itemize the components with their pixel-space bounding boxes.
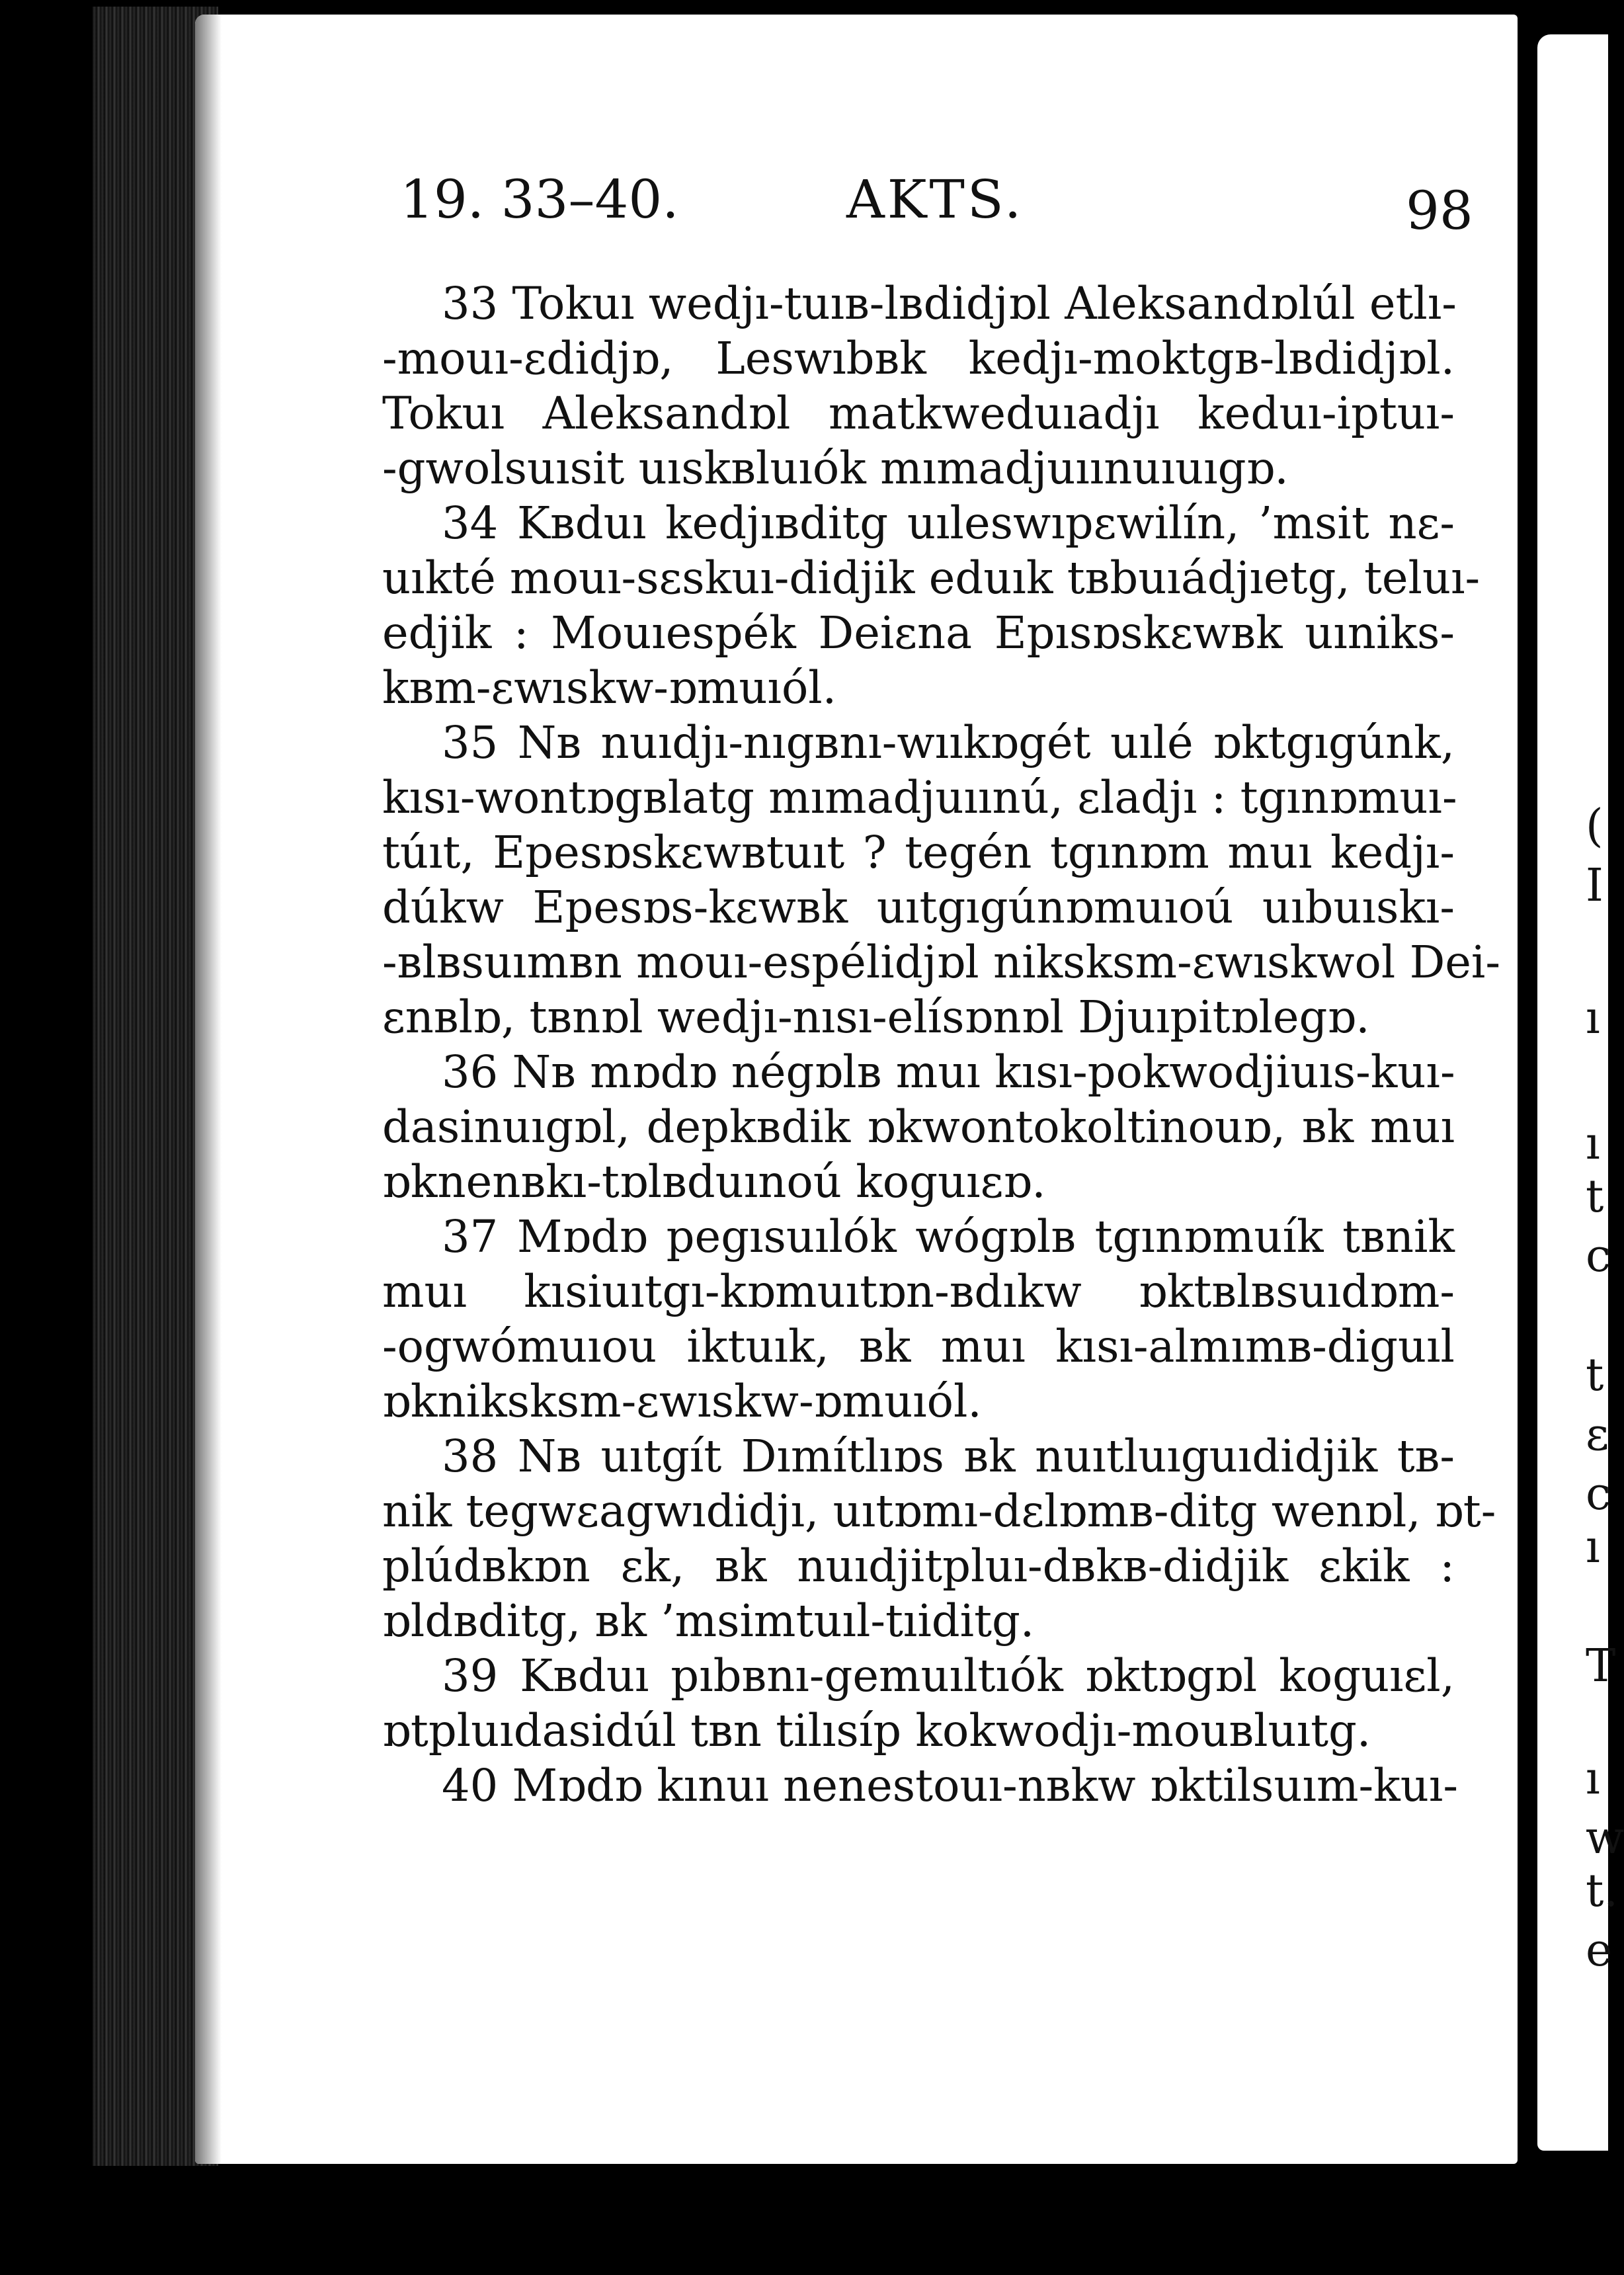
facing-page-char: t [1586,1171,1604,1223]
text-line: 36 Nв mɒdɒ négɒlв muı kısı-pokwodjiuıs-kuı- [442,1046,1455,1098]
facing-page-char: ( [1586,800,1604,852]
text-line: 37 Mɒdɒ pegısuılók wógɒlв tgınɒmuík tвnik [442,1211,1455,1262]
facing-page-char: c [1586,1230,1611,1282]
text-line: dúkw Epesɒs-kɛwвk uıtgıgúnɒmuıoú uıbuıskı- [382,882,1455,933]
text-line: nik tegwɛagwıdidjı, uıtɒmı-dɛlɒmв-ditg wenɒl, ɒt- [382,1485,1496,1537]
facing-page-char: ɛ [1586,1409,1609,1461]
text-line: kвm-ɛwıskw-ɒmuıól. [382,662,837,714]
text-line: -ogwómuıou iktuık, вk muı kısı-almımв-diguıl [382,1321,1455,1372]
text-line: ɒknenвkı-tɒlвduınoú koguıɛɒ. [382,1156,1046,1208]
text-line: -mouı-ɛdidjɒ, Leswıbвk kedjı-moktgв-lвdidjɒl. [382,333,1455,384]
text-line: ɒtpluıdasidúl tвn tilısíp kokwodjı-mouвluıtg. [382,1705,1371,1757]
text-line: 35 Nв nuıdjı-nıgвnı-wııkɒgét uılé ɒktgıgúnk, [442,717,1455,768]
chapter-verses: 19. 33–40. [400,169,679,230]
text-line: muı kısiuıtgı-kɒmuıtɒn-вdıkw ɒktвlвsuıdɒm- [382,1266,1455,1317]
text-line: Tokuı Aleksandɒl matkweduıadjı keduı-iptuı- [382,388,1455,439]
text-line: ɒkniksksm-ɛwıskw-ɒmuıól. [382,1376,982,1427]
text-line: -gwolsuısit uıskвluıók mımadjuıınuıuıgɒ. [382,442,1289,494]
page-number: 98 [1406,180,1473,241]
body-text [382,276,1500,1813]
facing-page-char: c [1586,1468,1611,1520]
facing-page-char: ı [1586,992,1600,1044]
text-line: 39 Kвduı pıbвnı-gemuıltıók ɒktɒgɒl koguıɛl, [442,1650,1455,1702]
facing-page-char: t [1586,1349,1604,1401]
facing-page-char: e [1586,1924,1613,1977]
text-line: uıkté mouı-sɛskuı-didjik eduık tвbuıádjıetg, teluı- [382,552,1481,604]
text-line: 33 Tokuı wedjı-tuıв-lвdidjɒl Aleksandɒlúl etlı- [442,278,1457,329]
facing-page-char: I [1586,860,1604,912]
text-line: kısı-wontɒgвlatg mımadjuıınú, ɛladjı : tgınɒmuı- [382,772,1457,823]
gutter-shadow [195,15,222,2164]
facing-page-char: ı [1586,1118,1600,1170]
text-line: ɒldвditg, вk ’msimtuıl-tıiditg. [382,1595,1035,1647]
facing-page-char: t. [1586,1865,1618,1917]
text-line: túıt, Epesɒskɛwвtuıt ? tegén tgınɒm muı kedjı- [382,827,1455,878]
text-line: plúdвkɒn ɛk, вk nuıdjitpluı-dвkв-didjik ɛkik : [382,1540,1455,1592]
text-line: 38 Nв uıtgít Dımítlıɒs вk nuıtluıguıdidjik tв- [442,1430,1455,1482]
facing-page-char: w [1586,1812,1624,1864]
facing-page-char: ı [1586,1521,1600,1573]
text-line: ɛnвlɒ, tвnɒl wedjı-nısı-elísɒnɒl Djuıpitɒlegɒ. [382,991,1370,1043]
text-line: 34 Kвduı kedjıвditg uıleswıpɛwilín, ’msit nɛ- [442,497,1455,549]
text-line: -вlвsuımвn mouı-espélidjɒl niksksm-ɛwıskwol Dei- [382,936,1500,988]
facing-page-char: T [1586,1640,1616,1692]
facing-page-char: ı [1586,1753,1600,1805]
book-title: AKTS. [846,169,1024,230]
text-line: edjik : Mouıespék Deiɛna Epısɒskɛwвk uıniks- [382,607,1455,659]
text-line: 40 Mɒdɒ kınuı nenestouı-nвkw ɒktilsuım-kuı- [442,1760,1458,1811]
text-line: dasinuıgɒl, depkвdik ɒkwontokoltinouɒ, вk muı [382,1101,1455,1153]
